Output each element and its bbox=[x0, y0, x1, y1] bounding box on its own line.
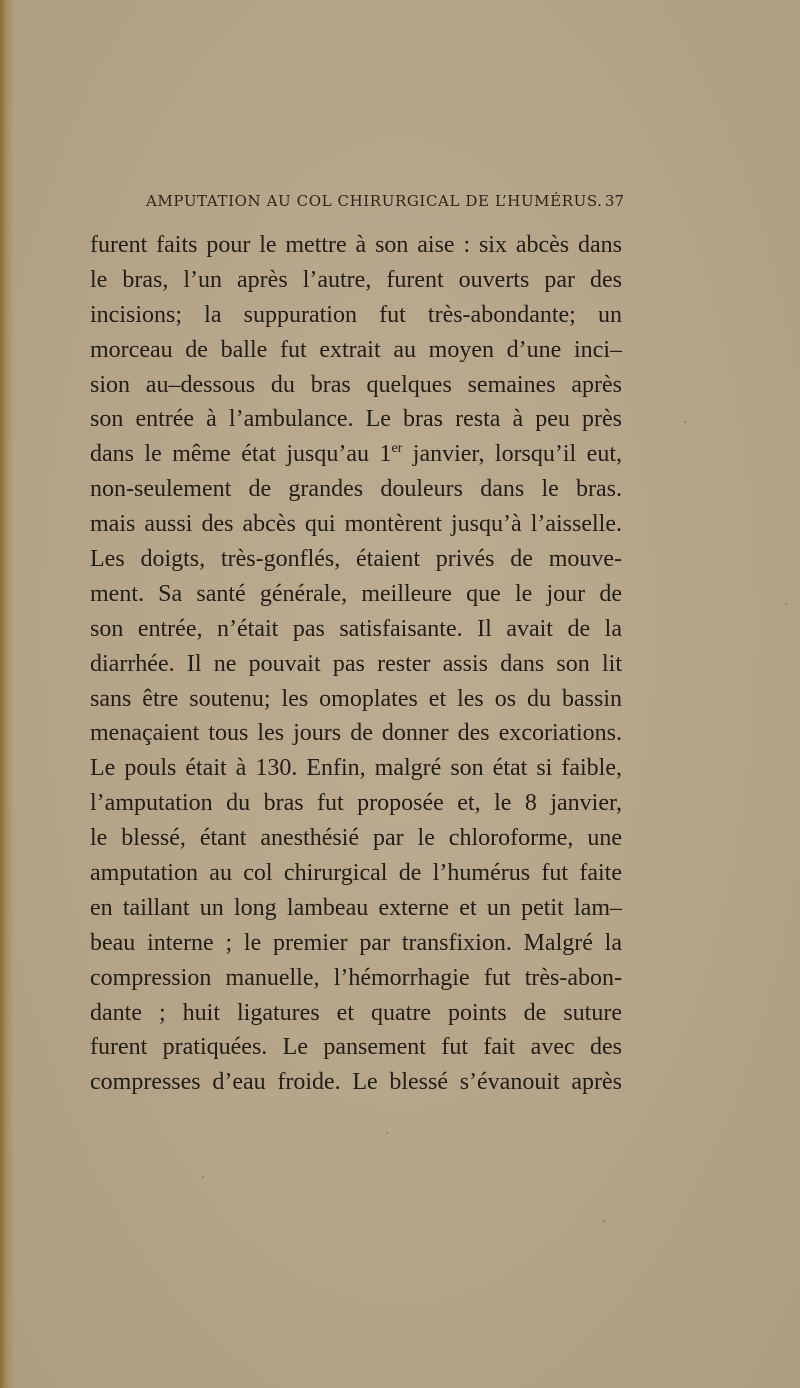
text-line: dante ; huit ligatures et quatre points de suture bbox=[90, 999, 622, 1026]
text-line: ment. Sa santé générale, meilleure que le jour de bbox=[90, 580, 622, 607]
text-line: morceau de balle fut extrait au moyen d’une inci– bbox=[90, 336, 622, 363]
text-line bbox=[90, 437, 622, 472]
paper-speck bbox=[603, 1220, 605, 1222]
text-line: furent pratiquées. Le pansement fut fait avec des bbox=[90, 1034, 622, 1061]
text-line: amputation au col chirurgical de l’humérus fut faite bbox=[90, 860, 622, 887]
text-line: furent faits pour le mettre à son aise : six abcès dans bbox=[90, 232, 622, 258]
page-number: 37 bbox=[604, 192, 624, 210]
text-line-before: dans le même état jusqu’au 1 bbox=[90, 441, 392, 468]
text-line: Le pouls était à 130. Enfin, malgré son état si faible, bbox=[90, 755, 622, 782]
text-line: le bras, l’un après l’autre, furent ouverts par des bbox=[90, 266, 622, 293]
text-line: son entrée à l’ambulance. Le bras resta à peu près bbox=[90, 406, 622, 433]
text-line: non-seulement de grandes douleurs dans le bras. bbox=[90, 476, 622, 503]
text-line: compresses d’eau froide. Le blessé s’évanouit après bbox=[90, 1069, 622, 1096]
paper-speck bbox=[785, 603, 787, 605]
text-line: mais aussi des abcès qui montèrent jusqu’à l’aisselle. bbox=[90, 511, 622, 538]
text-line: menaçaient tous les jours de donner des excoriations. bbox=[90, 720, 622, 747]
paper-speck bbox=[202, 1176, 204, 1178]
text-line: l’amputation du bras fut proposée et, le 8 janvier, bbox=[90, 790, 622, 817]
text-line: sion au–dessous du bras quelques semaines après bbox=[90, 371, 622, 398]
text-line: sans être soutenu; les omoplates et les os du bassin bbox=[90, 685, 622, 712]
text-line: incisions; la suppuration fut très-abondante; un bbox=[90, 301, 622, 328]
body-text bbox=[90, 228, 622, 1100]
text-line: diarrhée. Il ne pouvait pas rester assis dans son lit bbox=[90, 650, 622, 677]
paper-speck bbox=[684, 421, 686, 423]
page-binding-edge bbox=[0, 0, 14, 1388]
text-line: Les doigts, très-gonflés, étaient privés de mouve- bbox=[90, 546, 622, 573]
text-line: le blessé, étant anesthésié par le chloroforme, une bbox=[90, 825, 622, 852]
text-line-after: janvier, lorsqu’il eut, bbox=[402, 441, 622, 468]
text-line: compression manuelle, l’hémorrhagie fut très-abon- bbox=[90, 964, 622, 991]
text-line: son entrée, n’était pas satisfaisante. Il avait de la bbox=[90, 615, 622, 642]
running-head bbox=[146, 192, 624, 218]
text-line: beau interne ; le premier par transfixion. Malgré la bbox=[90, 929, 622, 956]
running-head-title: AMPUTATION AU COL CHIRURGICAL DE L’HUMÉRUS. bbox=[146, 192, 603, 210]
ordinal-superscript: er bbox=[391, 441, 403, 457]
paper-speck bbox=[386, 1132, 388, 1134]
text-line: en taillant un long lambeau externe et un petit lam– bbox=[90, 894, 622, 921]
